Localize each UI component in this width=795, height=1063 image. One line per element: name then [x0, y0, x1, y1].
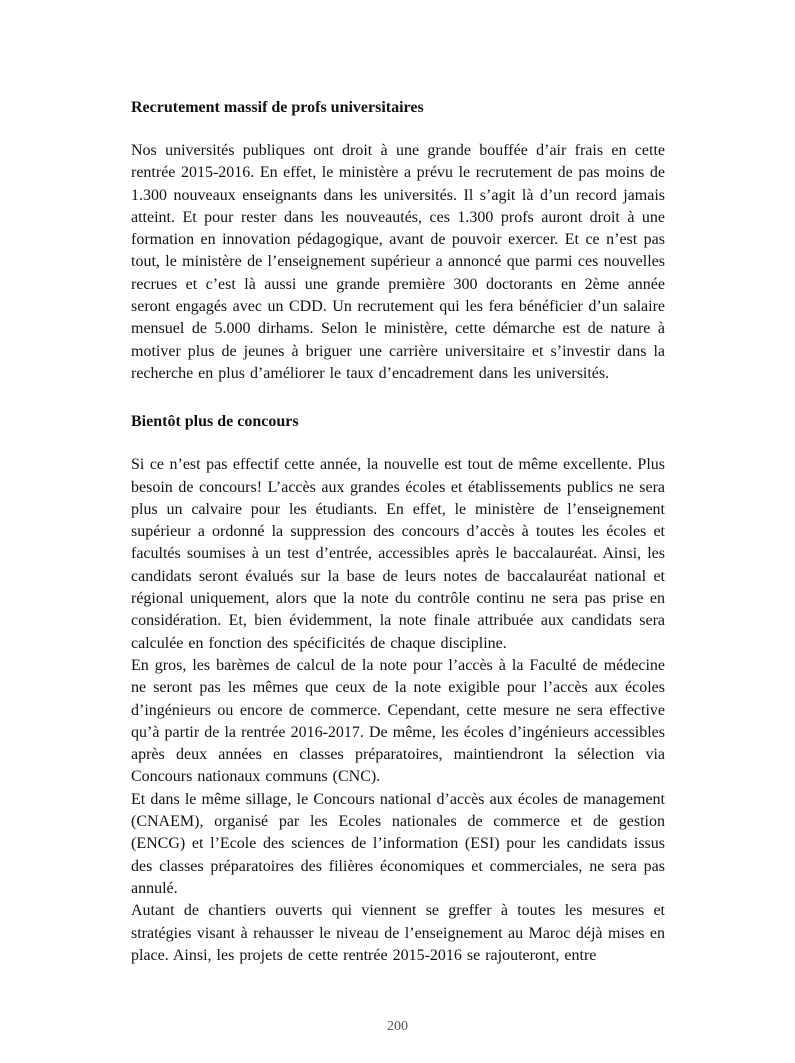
paragraph-concours-1: Si ce n’est pas effectif cette année, la nouvelle est tout de même excellente. Plus besoin de concours! L’accès aux grandes écoles et établissements publics ne sera plus un calvaire pour les étudiants. En effet, le ministère de l’enseignement supérieur a ordonné la suppression des concours d’accès à toutes les écoles et facultés soumises à un test d’entrée, accessibles après le baccalauréat. Ainsi, les candidats seront évalués sur la base de leurs notes de baccalauréat national et régional uniquement, alors que la note du contrôle continu ne sera pas prise en considération. Et, bien évidemment, la note finale attribuée aux candidats sera calculée en fonction des spécificités de chaque discipline.	[131, 456, 665, 652]
paragraph-concours-2: En gros, les barèmes de calcul de la note pour l’accès à la Faculté de médecine ne seront pas les mêmes que ceux de la note exigible pour l’accès aux écoles d’ingénieurs ou encore de commerce. Cependant, cette mesure ne sera effective qu’à partir de la rentrée 2016-2017. De même, les écoles d’ingénieurs accessibles après deux années en classes préparatoires, maintiendront la sélection via Concours nationaux communs (CNC).	[131, 656, 665, 786]
section-heading-recrutement: Recrutement massif de profs universitaires	[131, 99, 424, 116]
paragraph-concours-4: Autant de chantiers ouverts qui viennent se greffer à toutes les mesures et stratégies visant à rehausser le niveau de l’enseignement au Maroc déjà mises en place. Ainsi, les projets de cette rentrée 2015-2016 se rajouteront, entre	[131, 902, 665, 964]
page-number: 200	[387, 1019, 408, 1034]
paragraph-recrutement: Nos universités publiques ont droit à une grande bouffée d’air frais en cette rentrée 2015-2016. En effet, le ministère a prévu le recrutement de pas moins de 1.300 nouveaux enseignants dans les universités. Il s’agit là d’un record jamais atteint. Et pour rester dans les nouveautés, ces 1.300 profs auront droit à une formation en innovation pédagogique, avant de pouvoir exercer. Et ce n’est pas tout, le ministère de l’enseignement supérieur a annoncé que parmi ces nouvelles recrues et c’est là aussi une grande première 300 doctorants en 2ème année seront engagés avec un CDD. Un recrutement qui les fera bénéficier d’un salaire mensuel de 5.000 dirhams. Selon le ministère, cette démarche est de nature à motiver plus de jeunes à briguer une carrière universitaire et s’investir dans la recherche en plus d’améliorer le taux d’encadrement dans les universités.	[131, 142, 665, 382]
section-heading-concours: Bientôt plus de concours	[131, 413, 299, 431]
paragraph-concours-3: Et dans le même sillage, le Concours national d’accès aux écoles de management (CNAEM), organisé par les Ecoles nationales de commerce et de gestion (ENCG) et l’Ecole des sciences de l’information (ESI) pour les candidats issus des classes préparatoires des filières économiques et commerciales, ne sera pas annulé.	[131, 790, 665, 897]
